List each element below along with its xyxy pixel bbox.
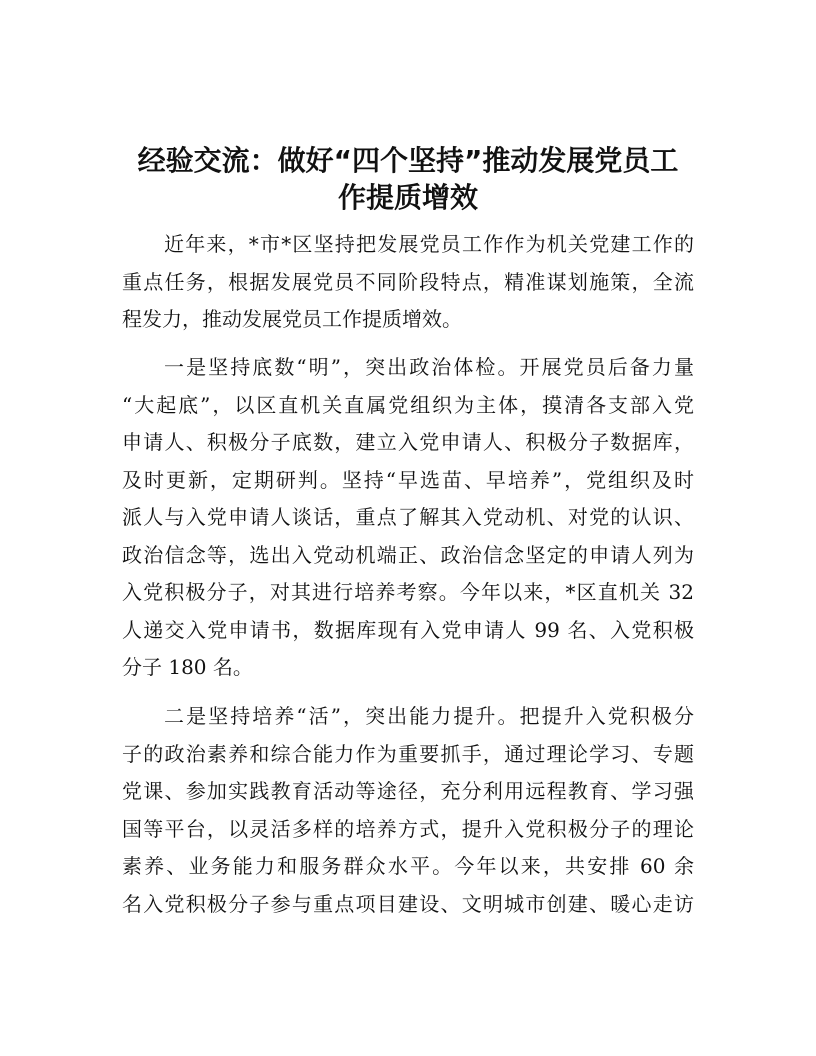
document-title-line-2: 作提质增效 [337, 181, 478, 214]
text-line: 及时更新，定期研判。坚持“早选苗、早培养”，党组织及时 [122, 467, 694, 492]
text-line: 人递交入党申请书，数据库现有入党申请人 99 名、入党积极 [122, 617, 694, 642]
text-line: 国等平台，以灵活多样的培养方式，提升入党积极分子的理论 [122, 816, 694, 841]
text-line: 政治信念等，选出入党动机端正、政治信念坚定的申请人列为 [122, 542, 694, 567]
text-line: 入党积极分子，对其进行培养考察。今年以来，*区直机关 32 [122, 580, 694, 604]
text-line: 分子 180 名。 [122, 655, 253, 679]
paragraph-two [122, 698, 694, 923]
text-line: 党课、参加实践教育活动等途径，充分利用远程教育、学习强 [122, 779, 694, 803]
paragraph-one [122, 349, 694, 687]
text-line: “大起底”，以区直机关直属党组织为主体，摸清各支部入党 [122, 392, 694, 417]
text-line: 子的政治素养和综合能力作为重要抓手，通过理论学习、专题 [122, 741, 694, 766]
text-line: 申请人、积极分子底数，建立入党申请人、积极分子数据库， [122, 430, 694, 454]
text-line: 一是坚持底数“明”，突出政治体检。开展党员后备力量 [164, 355, 694, 379]
text-line: 程发力，推动发展党员工作提质增效。 [122, 307, 462, 331]
text-line: 名入党积极分子参与重点项目建设、文明城市创建、暖心走访 [122, 891, 694, 916]
text-line: 派人与入党申请人谈话，重点了解其入党动机、对党的认识、 [122, 505, 694, 529]
text-line: 近年来，*市*区坚持把发展党员工作作为机关党建工作的 [164, 232, 694, 256]
text-line: 重点任务，根据发展党员不同阶段特点，精准谋划施策，全流 [122, 269, 694, 294]
text-line: 素养、业务能力和服务群众水平。今年以来，共安排 60 余 [122, 854, 694, 878]
text-line: 二是坚持培养“活”，突出能力提升。把提升入党积极分 [164, 704, 694, 728]
document-title-line-1: 经验交流：做好“四个坚持”推动发展党员工 [137, 144, 679, 177]
paragraph-intro [122, 226, 694, 339]
